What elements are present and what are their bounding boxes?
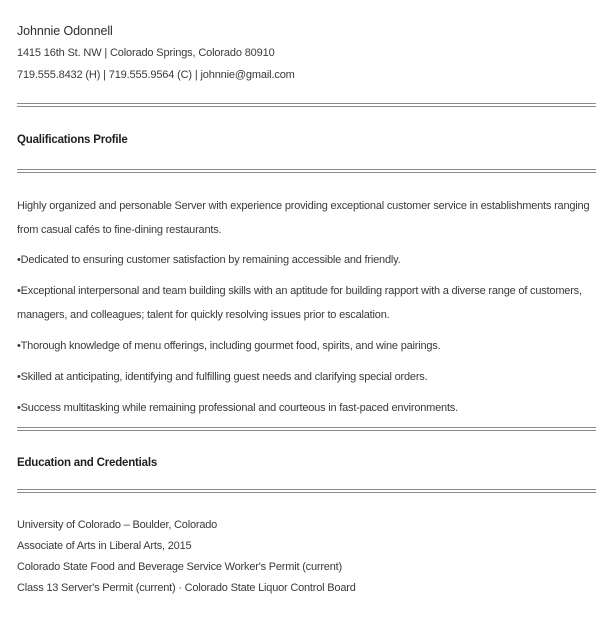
- bullet-item: [17, 396, 596, 420]
- education-item: Colorado State Food and Beverage Service Worker's Permit (current): [17, 561, 342, 573]
- bullet-text: Exceptional interpersonal and team building skills with an aptitude for building rapport with a diverse range of customers, managers, and colleagues; talent for quickly resolving issues prior to escalation.: [17, 285, 582, 321]
- education-list: [17, 515, 596, 599]
- bullet-icon: •: [17, 340, 21, 352]
- bullet-icon: •: [17, 285, 21, 297]
- double-rule: [17, 169, 596, 173]
- bullet-text: Success multitasking while remaining professional and courteous in fast-paced environments.: [20, 402, 458, 414]
- bullet-icon: •: [17, 371, 21, 383]
- candidate-contact: 719.555.8432 (H) | 719.555.9564 (C) | johnnie@gmail.com: [17, 69, 295, 81]
- double-rule: [17, 489, 596, 493]
- candidate-address: 1415 16th St. NW | Colorado Springs, Colorado 80910: [17, 47, 275, 59]
- bullet-icon: •: [17, 254, 21, 266]
- bullet-item: [17, 248, 596, 272]
- bullet-item: [17, 279, 596, 327]
- bullet-item: [17, 334, 596, 358]
- bullet-icon: •: [17, 402, 21, 414]
- education-item: Class 13 Server's Permit (current) · Colorado State Liquor Control Board: [17, 582, 356, 594]
- bullet-text: Dedicated to ensuring customer satisfaction by remaining accessible and friendly.: [20, 254, 401, 266]
- candidate-name: Johnnie Odonnell: [17, 24, 113, 38]
- double-rule: [17, 103, 596, 107]
- double-rule: [17, 427, 596, 431]
- section-heading-education: Education and Credentials: [17, 457, 158, 469]
- qualifications-intro: Highly organized and personable Server with experience providing exceptional customer service in establishments ranging from casual cafés to fine-dining restaurants.: [17, 200, 590, 236]
- bullet-text: Thorough knowledge of menu offerings, including gourmet food, spirits, and wine pairings.: [20, 340, 441, 352]
- education-item: University of Colorado – Boulder, Colorado: [17, 519, 218, 531]
- resume-document: [0, 24, 613, 599]
- bullet-item: [17, 365, 596, 389]
- qualifications-bullet-list: [17, 248, 596, 420]
- section-heading-qualifications: Qualifications Profile: [17, 134, 128, 146]
- education-item: Associate of Arts in Liberal Arts, 2015: [17, 540, 192, 552]
- bullet-text: Skilled at anticipating, identifying and fulfilling guest needs and clarifying special orders.: [20, 371, 428, 383]
